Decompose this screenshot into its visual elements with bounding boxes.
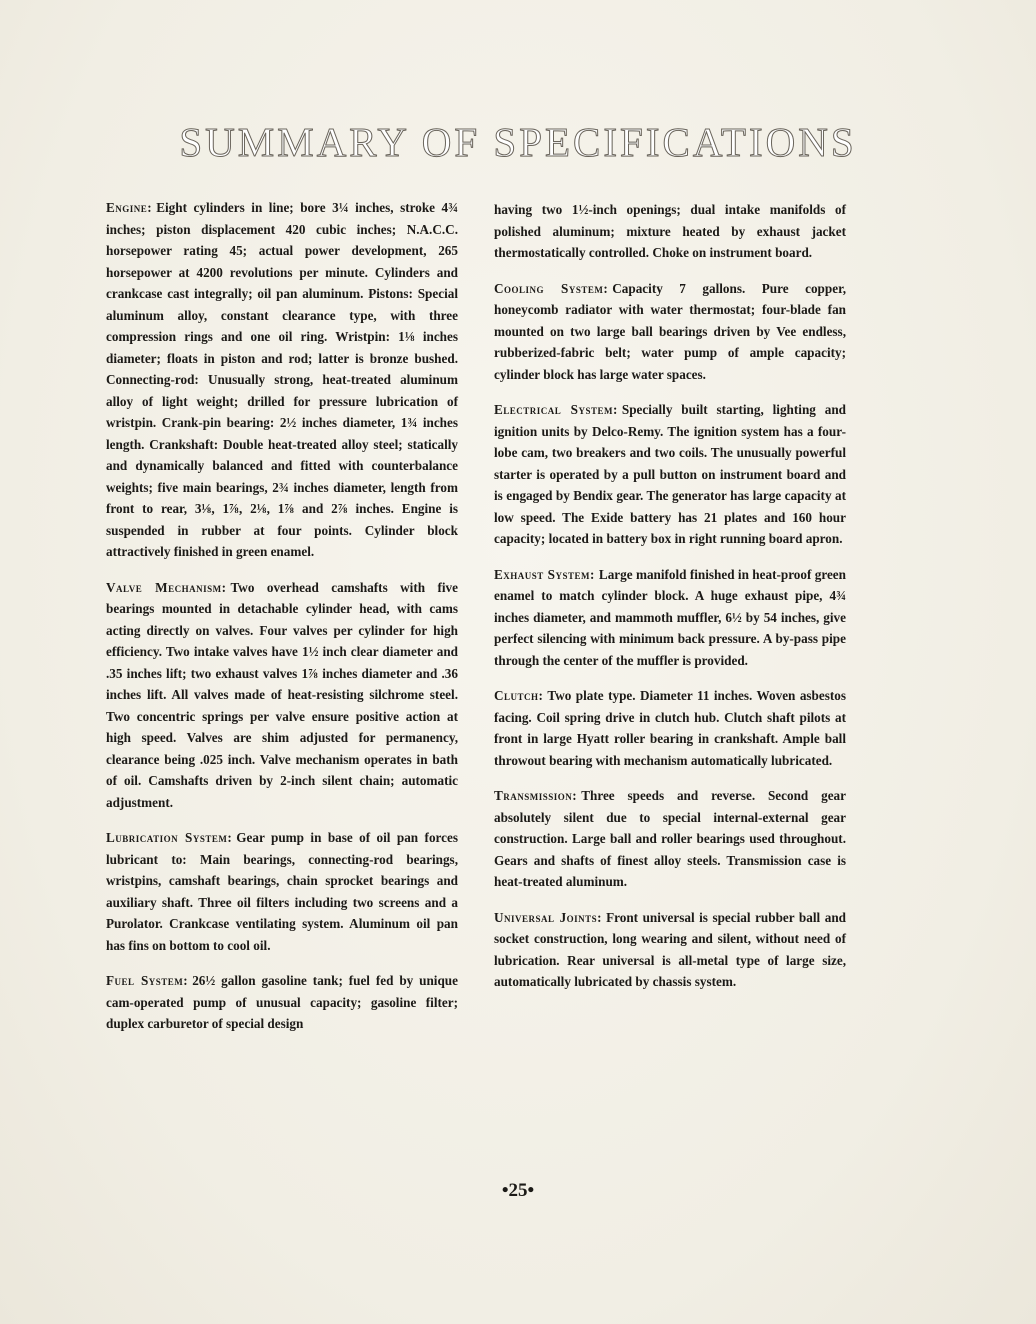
spec-text: Two plate type. Diameter 11 inches. Woven asbestos facing. Coil spring drive in clutch hub. Clutch shaft pilots at front in large Hyatt roller bearing in crankshaft. Ample ball throwout bearing with mechanism automatically lubricated. xyxy=(494,688,846,768)
spec-heading: Universal Joints: xyxy=(494,909,603,925)
spec-fuel-system xyxy=(106,970,458,1035)
spec-universal-joints xyxy=(494,907,846,993)
spec-heading: Cooling System: xyxy=(494,280,609,296)
spec-heading: Valve Mechanism: xyxy=(106,579,227,595)
spec-text: Three speeds and reverse. Second gear absolutely silent due to special internal-external gear construction. Large ball and roller bearings used throughout. Gears and shafts of finest alloy steels. Transmission case is heat-treated aluminum. xyxy=(494,788,846,889)
spec-heading: Clutch: xyxy=(494,688,544,703)
spec-heading: Electrical System: xyxy=(494,402,618,417)
spec-electrical-system xyxy=(494,399,846,550)
spec-text: having two 1½-inch openings; dual intake manifolds of polished aluminum; mixture heated by exhaust jacket thermostatically controlled. Choke on instrument board. xyxy=(494,202,846,260)
spec-heading: Exhaust System: xyxy=(494,566,595,582)
spec-heading: Engine: xyxy=(106,200,153,215)
spec-heading: Fuel System: xyxy=(106,973,189,988)
left-column xyxy=(106,197,458,1049)
page-number: •25• xyxy=(501,1180,535,1201)
spec-valve-mechanism xyxy=(106,577,458,814)
spec-fuel-system-continued xyxy=(494,199,846,264)
page-title: SUMMARY OF SPECIFICATIONS xyxy=(179,119,857,165)
spec-clutch xyxy=(494,685,846,771)
spec-text: Front universal is special rubber ball and socket construction, long wearing and silent, without need of lubrication. Rear universal is all-metal type of large size, automatically lubricated by chassis system. xyxy=(494,909,846,989)
spec-engine xyxy=(106,197,458,563)
spec-text: Eight cylinders in line; bore 3¼ inches, stroke 4¾ inches; piston displacement 420 cubic inches; N.A.C.C. horsepower rating 45; actual power development, 265 horsepower at 4200 revolutions per minute. Cylinders and crankcase cast integrally; oil pan aluminum. Pistons: Special aluminum alloy, constant clearance type, with three compression rings and one oil ring. Wristpin: 1⅛ inches diameter; floats in piston and rod; latter is bronze bushed. Connecting-rod: Unusually strong, heat-treated aluminum alloy of light weight; drilled for pressure lubrication of wristpin. Crank-pin bearing: 2½ inches diameter, 1¾ inches length. Crankshaft: Double heat-treated alloy steel; statically and dynamically balanced and fitted with counterbalance weights; five main bearings, 2¾ inches diameter, length from front to rear, 3⅛, 1⅞, 2⅛, 1⅞ and 2⅞ inches. Engine is suspended in rubber at four points. Cylinder block attractively finished in green enamel. xyxy=(106,200,458,559)
spec-exhaust-system xyxy=(494,564,846,672)
spec-heading: Lubrication System: xyxy=(106,830,233,845)
spec-lubrication-system xyxy=(106,827,458,956)
spec-text: Capacity 7 gallons. Pure copper, honeycomb radiator with water thermostat; four-blade fan mounted on two large ball bearings driven by Vee endless, rubberized-fabric belt; water pump of ample capacity; cylinder block has large water spaces. xyxy=(494,280,847,382)
right-column xyxy=(494,199,846,1007)
spec-cooling-system xyxy=(494,278,846,386)
spec-text: 26½ gallon gasoline tank; fuel fed by unique cam-operated pump of unusual capacity; gasoline filter; duplex carburetor of special design xyxy=(106,973,458,1031)
spec-text: Specially built starting, lighting and ignition units by Delco-Remy. The ignition system has a four-lobe cam, two breakers and two coils. The unusually powerful starter is operated by a pull button on instrument board and is engaged by Bendix gear. The generator has large capacity at low speed. The Exide battery has 21 plates and 160 hour capacity; located in battery box in right running board apron. xyxy=(494,402,846,546)
spec-text: Large manifold finished in heat-proof green enamel to match cylinder block. A huge exhaust pipe, 4¾ inches diameter, and mammoth muffler, 6½ by 54 inches, give perfect silencing with minimum back pressure. A by-pass pipe through the center of the muffler is provided. xyxy=(494,566,846,668)
spec-heading: Transmission: xyxy=(494,788,578,803)
spec-text: Gear pump in base of oil pan forces lubricant to: Main bearings, connecting-rod bearings, wristpins, camshaft bearings, chain sprocket bearings and auxiliary shaft. Three oil filters including two screens and a Purolator. Crankcase ventilating system. Aluminum oil pan has fins on bottom to cool oil. xyxy=(106,830,458,953)
spec-text: Two overhead camshafts with five bearings mounted in detachable cylinder head, with cams acting directly on valves. Four valves per cylinder for high efficiency. Two intake valves have 1½ inch clear diameter and .35 inches lift; two exhaust valves 1⅞ inches diameter and .36 inches lift. All valves made of heat-resisting silchrome steel. Two concentric springs per valve ensure positive action at high speed. Valves are shim adjusted for permanency, clearance being .025 inch. Valve mechanism operates in bath of oil. Camshafts driven by 2-inch silent chain; automatic adjustment. xyxy=(106,579,458,810)
spec-transmission xyxy=(494,785,846,893)
